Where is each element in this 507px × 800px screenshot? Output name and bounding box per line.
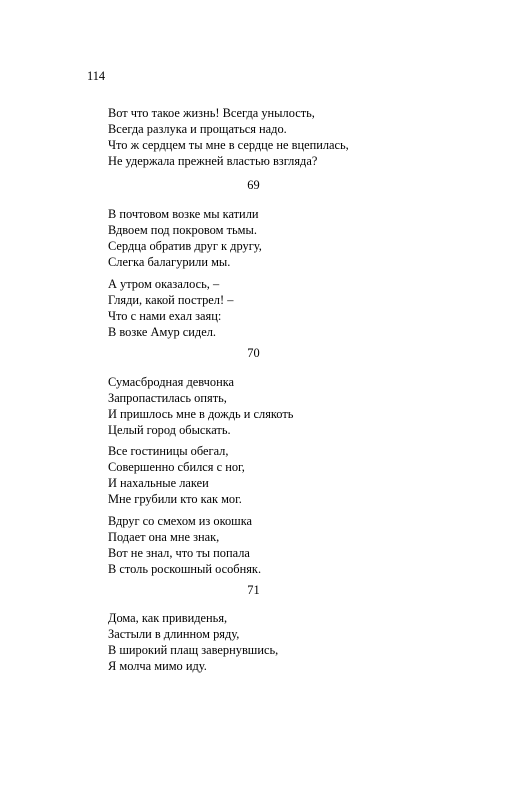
verse-line: А утром оказалось, – [108, 277, 220, 291]
stanza [108, 443, 428, 507]
verse-line: Не удержала прежней властью взгляда? [108, 154, 318, 168]
verse-line: И нахальные лакеи [108, 476, 209, 490]
poem-number: 70 [247, 346, 260, 360]
verse-line: Что ж сердцем ты мне в сердце не вцепилась, [108, 138, 349, 152]
stanza [108, 513, 428, 577]
verse-line: Вдруг со смехом из окошка [108, 514, 253, 528]
verse-line: В почтовом возке мы катили [108, 207, 259, 221]
verse-line: И пришлось мне в дождь и слякоть [108, 407, 294, 421]
verse-line: Сумасбродная девчонка [108, 375, 235, 389]
verse-line: Вдвоем под покровом тьмы. [108, 223, 257, 237]
verse-line: В столь роскошный особняк. [108, 562, 262, 576]
verse-line: В возке Амур сидел. [108, 325, 217, 339]
stanza [108, 610, 428, 674]
verse-line: Вот не знал, что ты попала [108, 546, 250, 560]
stanza [108, 276, 428, 340]
verse-line: Я молча мимо иду. [108, 659, 207, 673]
verse-line: Подает она мне знак, [108, 530, 220, 544]
verse-line: Что с нами ехал заяц: [108, 309, 222, 323]
verse-line: Совершенно сбился с ног, [108, 460, 245, 474]
verse-line: Слегка балагурили мы. [108, 255, 231, 269]
verse-line: Вот что такое жизнь! Всегда унылость, [108, 106, 315, 120]
stanza [108, 105, 428, 169]
page-number: 114 [87, 69, 106, 83]
verse-line: Целый город обыскать. [108, 423, 231, 437]
poem-number: 71 [247, 583, 260, 597]
stanza [108, 206, 428, 270]
verse-line: Запропастилась опять, [108, 391, 227, 405]
verse-line: Сердца обратив друг к другу, [108, 239, 262, 253]
verse-line: Застыли в длинном ряду, [108, 627, 240, 641]
stanza [108, 374, 428, 438]
verse-line: Дома, как привиденья, [108, 611, 228, 625]
verse-line: Все гостиницы обегал, [108, 444, 229, 458]
verse-line: В широкий плащ завернувшись, [108, 643, 279, 657]
poem-number: 69 [247, 178, 260, 192]
verse-line: Гляди, какой пострел! – [108, 293, 234, 307]
verse-line: Всегда разлука и прощаться надо. [108, 122, 287, 136]
verse-line: Мне грубили кто как мог. [108, 492, 242, 506]
